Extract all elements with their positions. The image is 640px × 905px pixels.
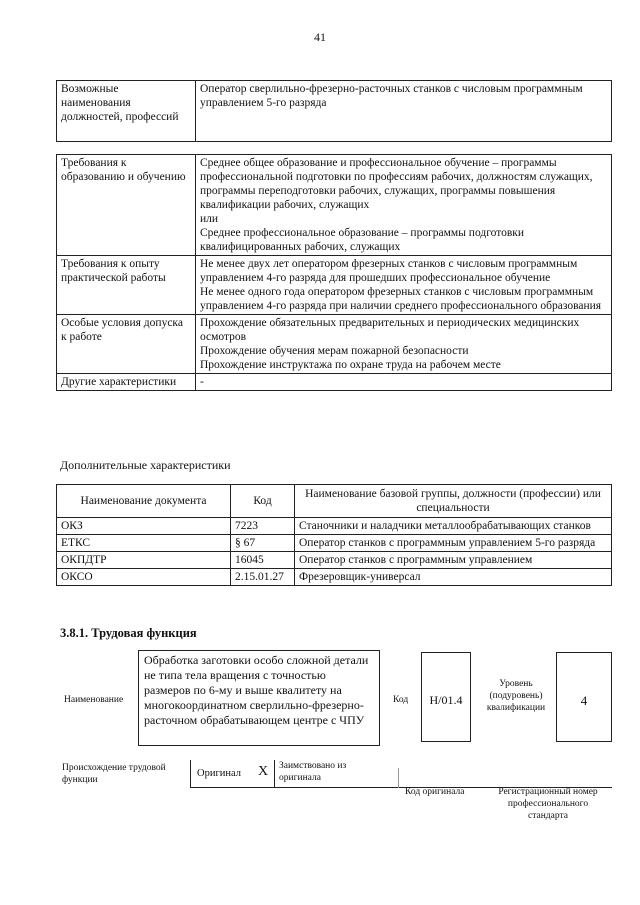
cell-name: Фрезеровщик-универсал [295,569,612,586]
req-label: Особые условия допуска к работе [57,315,196,374]
cell-document: ОКПДТР [57,552,231,569]
req-row-experience [57,256,612,315]
col-header-name: Наименование базовой группы, должности (профессии) или специальности [295,485,612,518]
req-line: Прохождение обязательных предварительных и периодических медицинских осмотров [200,317,580,343]
req-label: Требования к образованию и обучению [57,155,196,256]
additional-header-row [57,485,612,518]
origin-label: Происхождение трудовой функции [62,763,166,785]
cell-document: ЕТКС [57,535,231,552]
func-name-value: Обработка заготовки особо сложной детали не типа тела вращения с точностью размеров по 6-му и выше квалитету на многокоординатном сверлильно-фрезерно-расточном обрабатывающем центре с ЧПУ [144,653,369,727]
additional-table [56,484,612,586]
func-name-box [138,650,380,746]
table-row [57,535,612,552]
names-value: Оператор сверлильно-фрезерно-расточных станков с числовым программным управлением 5-го разряда [196,81,612,142]
additional-title: Дополнительные характеристики [60,458,231,472]
func-code-value: H/01.4 [429,693,463,707]
cell-code: 16045 [231,552,295,569]
req-line: Прохождение инструктажа по охране труда на рабочем месте [200,359,501,371]
cell-code: 7223 [231,518,295,535]
func-code-box [421,652,471,742]
cell-name: Оператор станков с программным управлением [295,552,612,569]
req-value [196,155,612,256]
req-label: Другие характеристики [57,374,196,391]
cell-code: 2.15.01.27 [231,569,295,586]
names-table [56,80,612,142]
req-value [196,256,612,315]
cell-code: § 67 [231,535,295,552]
req-line: Прохождение обучения мерам пожарной безопасности [200,345,469,357]
req-line: - [200,376,204,388]
page-number: 41 [314,30,326,44]
origin-divider [274,760,275,788]
section-title: 3.8.1. Трудовая функция [60,626,197,640]
table-row [57,552,612,569]
func-code-label: Код [393,695,409,705]
req-label: Требования к опыту практической работы [57,256,196,315]
req-row-education [57,155,612,256]
requirements-table [56,154,612,391]
req-line: Среднее профессиональное образование – программы подготовки квалифицированных рабочих, служащих [200,227,525,253]
cell-name: Станочники и наладчики металлообрабатывающих станков [295,518,612,535]
req-line: Не менее двух лет оператором фрезерных станков с числовым программным управлением 4-го разряда для прошедших профессиональное обучение [200,258,578,284]
table-row [57,518,612,535]
origin-borrowed-label: Заимствовано из оригинала [279,761,347,783]
req-line: или [200,213,219,225]
col-header-code: Код [231,485,295,518]
origin-code-label: Код оригинала [405,787,465,797]
col-header-document: Наименование документа [57,485,231,518]
func-name-label: Наименование [64,695,124,705]
req-value [196,315,612,374]
req-line: Не менее одного года оператором фрезерных станков с числовым программным управлением 4-го разряда при наличии среднего профессионального образования [200,286,602,312]
origin-original-label: Оригинал [197,768,241,779]
req-row-other [57,374,612,391]
cell-name: Оператор станков с программным управлением 5-го разряда [295,535,612,552]
table-row [57,569,612,586]
req-row-conditions [57,315,612,374]
cell-document: ОКСО [57,569,231,586]
func-level-value: 4 [580,693,588,708]
origin-divider [398,768,399,788]
func-level-label: Уровень (подуровень) квалификации [486,679,546,713]
origin-reg-label: Регистрационный номер профессионального стандарта [498,787,598,821]
func-level-box [556,652,612,742]
origin-row [190,760,612,788]
cell-document: ОКЗ [57,518,231,535]
names-label: Возможные наименования должностей, профессий [57,81,196,142]
origin-original-mark: X [258,764,269,779]
req-line: Среднее общее образование и профессиональное обучение – программы профессиональной подготовки по профессиям рабочих, должностям служащих, программы переподготовки рабочих, служащих, программы повышения квалификации рабочих, служащих [200,157,593,211]
req-value [196,374,612,391]
